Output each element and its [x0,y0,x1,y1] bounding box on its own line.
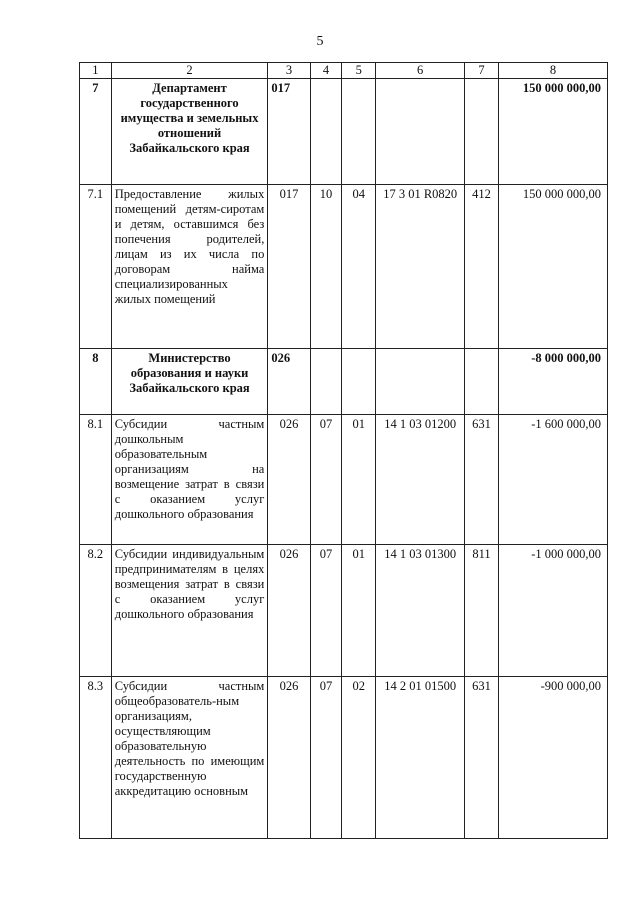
table-row [80,415,608,545]
code-admin: 026 [268,415,310,545]
table-row [80,79,608,185]
row-name: Субсидии частным дошкольным образовательным организациям на возмещение затрат в связи с оказанием услуг дошкольного образования [111,415,268,545]
column-header: 6 [376,63,465,79]
table-row [80,185,608,349]
code-expense-type [465,79,499,185]
code-target [376,349,465,415]
row-amount: -8 000 000,00 [498,349,607,415]
code-expense-type [465,349,499,415]
row-amount: 150 000 000,00 [498,185,607,349]
column-header-row [80,63,608,79]
code-subsection [342,79,376,185]
code-target: 17 3 01 R0820 [376,185,465,349]
code-expense-type: 631 [465,415,499,545]
code-expense-type: 811 [465,545,499,677]
code-target: 14 1 03 01300 [376,545,465,677]
code-admin: 026 [268,349,310,415]
page-number: 5 [316,34,324,49]
code-expense-type: 631 [465,677,499,839]
row-name: Департамент государственного имущества и земельных отношений Забайкальского края [111,79,268,185]
code-subsection: 01 [342,415,376,545]
budget-table [79,62,608,839]
row-number: 7 [80,79,112,185]
code-admin: 026 [268,677,310,839]
code-subsection: 04 [342,185,376,349]
code-admin: 026 [268,545,310,677]
table-row [80,545,608,677]
column-header: 7 [465,63,499,79]
row-number: 7.1 [80,185,112,349]
code-target [376,79,465,185]
row-name: Предоставление жилых помещений детям-сиротам и детям, оставшимся без попечения родителей, лицам из их числа по договорам найма специализированных жилых помещений [111,185,268,349]
row-amount: 150 000 000,00 [498,79,607,185]
code-section [310,349,342,415]
column-header: 1 [80,63,112,79]
table-row [80,349,608,415]
code-section [310,79,342,185]
code-target: 14 1 03 01200 [376,415,465,545]
row-number: 8 [80,349,112,415]
column-header: 8 [498,63,607,79]
code-section: 07 [310,415,342,545]
row-name: Министерство образования и науки Забайкальского края [111,349,268,415]
code-admin: 017 [268,79,310,185]
code-subsection: 02 [342,677,376,839]
code-section: 07 [310,545,342,677]
row-name: Субсидии индивидуальным предпринимателям в целях возмещения затрат в связи с оказанием услуг дошкольного образования [111,545,268,677]
row-amount: -1 000 000,00 [498,545,607,677]
row-number: 8.2 [80,545,112,677]
code-admin: 017 [268,185,310,349]
code-section: 07 [310,677,342,839]
row-name: Субсидии частным общеобразователь-ным организациям, осуществляющим образовательную деятельность по имеющим государственную аккредитацию основным [111,677,268,839]
column-header: 2 [111,63,268,79]
column-header: 4 [310,63,342,79]
code-expense-type: 412 [465,185,499,349]
row-number: 8.3 [80,677,112,839]
column-header: 3 [268,63,310,79]
column-header: 5 [342,63,376,79]
code-subsection [342,349,376,415]
row-number: 8.1 [80,415,112,545]
row-amount: -1 600 000,00 [498,415,607,545]
table-row [80,677,608,839]
code-section: 10 [310,185,342,349]
code-subsection: 01 [342,545,376,677]
code-target: 14 2 01 01500 [376,677,465,839]
row-amount: -900 000,00 [498,677,607,839]
